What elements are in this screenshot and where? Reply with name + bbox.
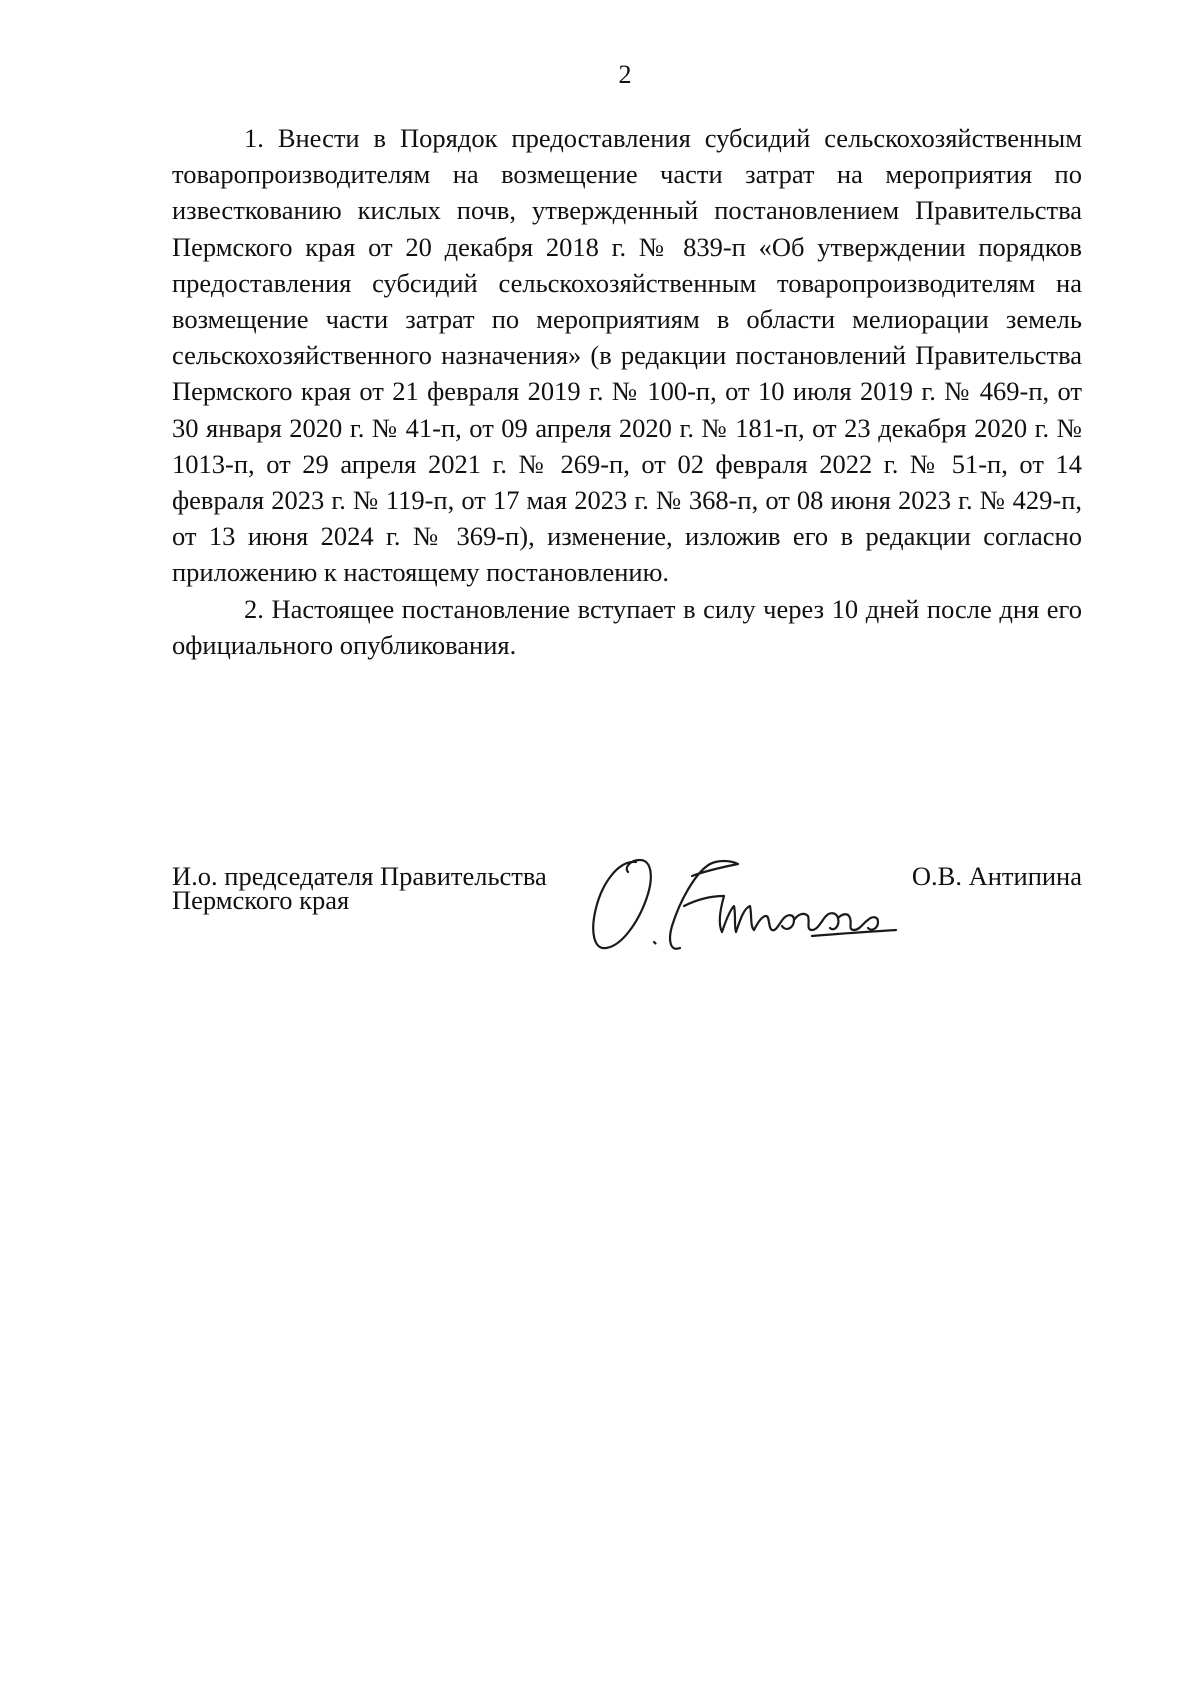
signatory-title-line-1: И.о. председателя Правительства (172, 861, 547, 891)
signatory-name: О.В. Антипина (911, 861, 1082, 891)
handwritten-signature-icon (584, 850, 914, 958)
signature-block (172, 861, 1082, 984)
signatory-title (172, 861, 632, 915)
document-body (172, 120, 1082, 663)
paragraph-2: 2. Настоящее постановление вступает в силу через 10 дней после дня его официального опубликования. (172, 593, 1082, 660)
page-number: 2 (618, 60, 632, 89)
paragraph-1: 1. Внести в Порядок предоставления субсидий сельскохозяйственным товаропроизводителям на возмещение части затрат на мероприятия по известкованию кислых почв, утвержденный постановлением Правительства Пермского края от 20 декабря 2018 г. № 839-п «Об утверждении порядков предоставления субсидий сельскохозяйственным товаропроизводителям на возмещение части затрат по мероприятиям в области мелиорации земель сельскохозяйственного назначения» (в редакции постановлений Правительства Пермского края от 21 февраля 2019 г. № 100-п, от 10 июля 2019 г. № 469-п, от 30 января 2020 г. № 41-п, от 09 апреля 2020 г. № 181-п, от 23 декабря 2020 г. № 1013-п, от 29 апреля 2021 г. № 269-п, от 02 февраля 2022 г. № 51-п, от 14 февраля 2023 г. № 119-п, от 17 мая 2023 г. № 368-п, от 08 июня 2023 г. № 429-п, от 13 июня 2024 г. № 369-п), изменение, изложив его в редакции согласно приложению к настоящему постановлению. (172, 123, 1082, 588)
signatory-title-line-2: Пермского края (172, 885, 350, 915)
